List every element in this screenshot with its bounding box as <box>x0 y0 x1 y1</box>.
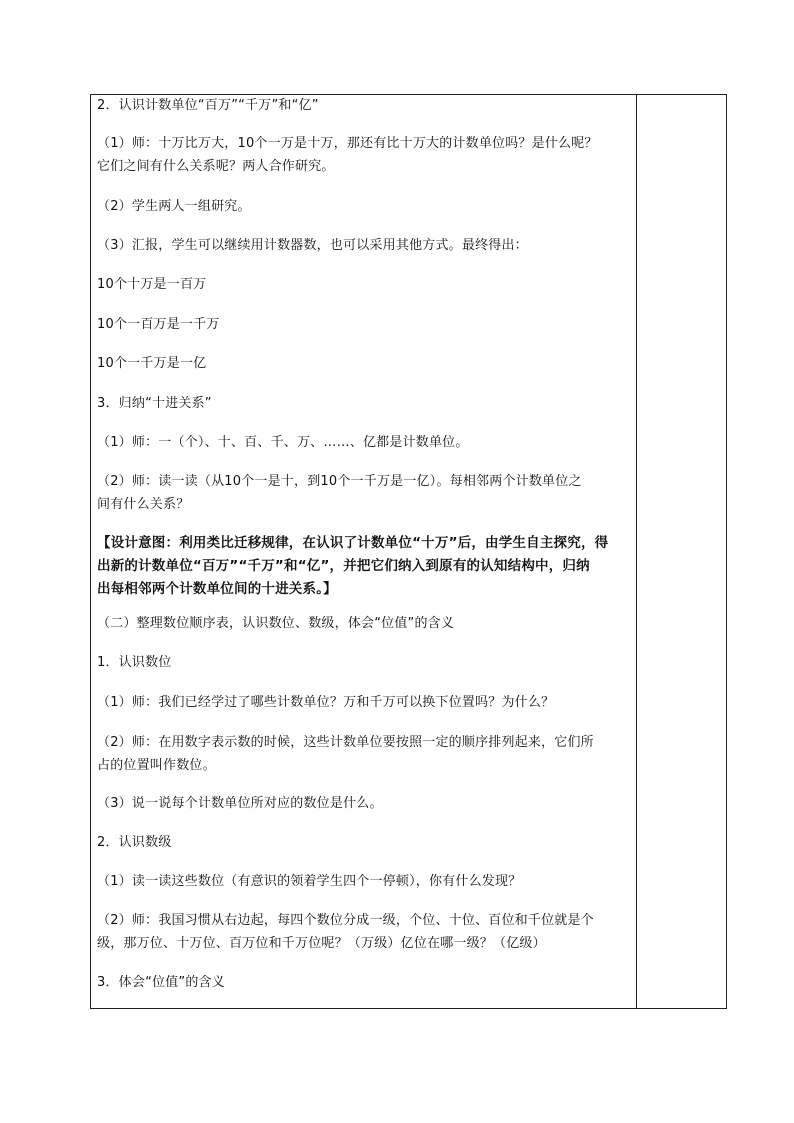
section-heading: 3．体会“位值”的含义 <box>97 975 225 990</box>
design-intent-note: 【设计意图：利用类比迁移规律，在认识了计数单位“十万”后，由学生自主探究，得 <box>97 535 609 551</box>
notes-cell <box>637 95 726 1008</box>
paragraph-line: 10个十万是一百万 <box>97 277 207 292</box>
paragraph-line: （1）师：一（个）、十、百、千、万、……、亿都是计数单位。 <box>97 435 469 450</box>
paragraph-line: （1）师：十万比万大，10个一万是十万，那还有比十万大的计数单位吗？是什么呢？ <box>97 136 598 151</box>
section-heading: 1．认识数位 <box>97 655 172 670</box>
section-heading: 2．认识计数单位“百万”“千万”和“亿” <box>97 98 319 113</box>
paragraph-line: （3）说一说每个计数单位所对应的数位是什么。 <box>97 796 383 811</box>
paragraph-line: 它们之间有什么关系呢？两人合作研究。 <box>97 159 335 174</box>
paragraph-line: 10个一百万是一千万 <box>97 317 220 332</box>
design-intent-note: 出每相邻两个计数单位间的十进关系。】 <box>97 581 337 597</box>
paragraph-line: 间有什么关系？ <box>97 497 190 512</box>
paragraph-line: （2）师：我国习惯从右边起，每四个数位分成一级，个位、十位、百位和千位就是个 <box>97 913 594 928</box>
lesson-table <box>90 94 727 1009</box>
section-heading: （二）整理数位顺序表，认识数位、数级，体会“位值”的含义 <box>97 616 455 631</box>
paragraph-line: （1）师：我们已经学过了哪些计数单位？万和千万可以换下位置吗？为什么？ <box>97 695 555 710</box>
lesson-content-cell <box>91 95 637 1008</box>
paragraph-line: 占的位置叫作数位。 <box>97 758 216 773</box>
paragraph-line: （2）学生两人一组研究。 <box>97 199 251 214</box>
paragraph-line: 级，那万位、十万位、百万位和千万位呢？（万级）亿位在哪一级？（亿级） <box>97 936 546 951</box>
paragraph-line: （2）师：在用数字表示数的时候，这些计数单位要按照一定的顺序排列起来，它们所 <box>97 735 594 750</box>
design-intent-note: 出新的计数单位“百万”“千万”和“亿”，并把它们纳入到原有的认知结构中，归纳 <box>97 558 590 574</box>
paragraph-line: （1）读一读这些数位（有意识的领着学生四个一停顿），你有什么发现？ <box>97 874 522 889</box>
paragraph-line: （3）汇报，学生可以继续用计数器数，也可以采用其他方式。最终得出： <box>97 238 528 253</box>
section-heading: 3．归纳“十进关系” <box>97 396 212 411</box>
section-heading: 2．认识数级 <box>97 835 172 850</box>
paragraph-line: 10个一千万是一亿 <box>97 356 207 371</box>
paragraph-line: （2）师：读一读（从10个一是十，到10个一千万是一亿）。每相邻两个计数单位之 <box>97 474 582 489</box>
